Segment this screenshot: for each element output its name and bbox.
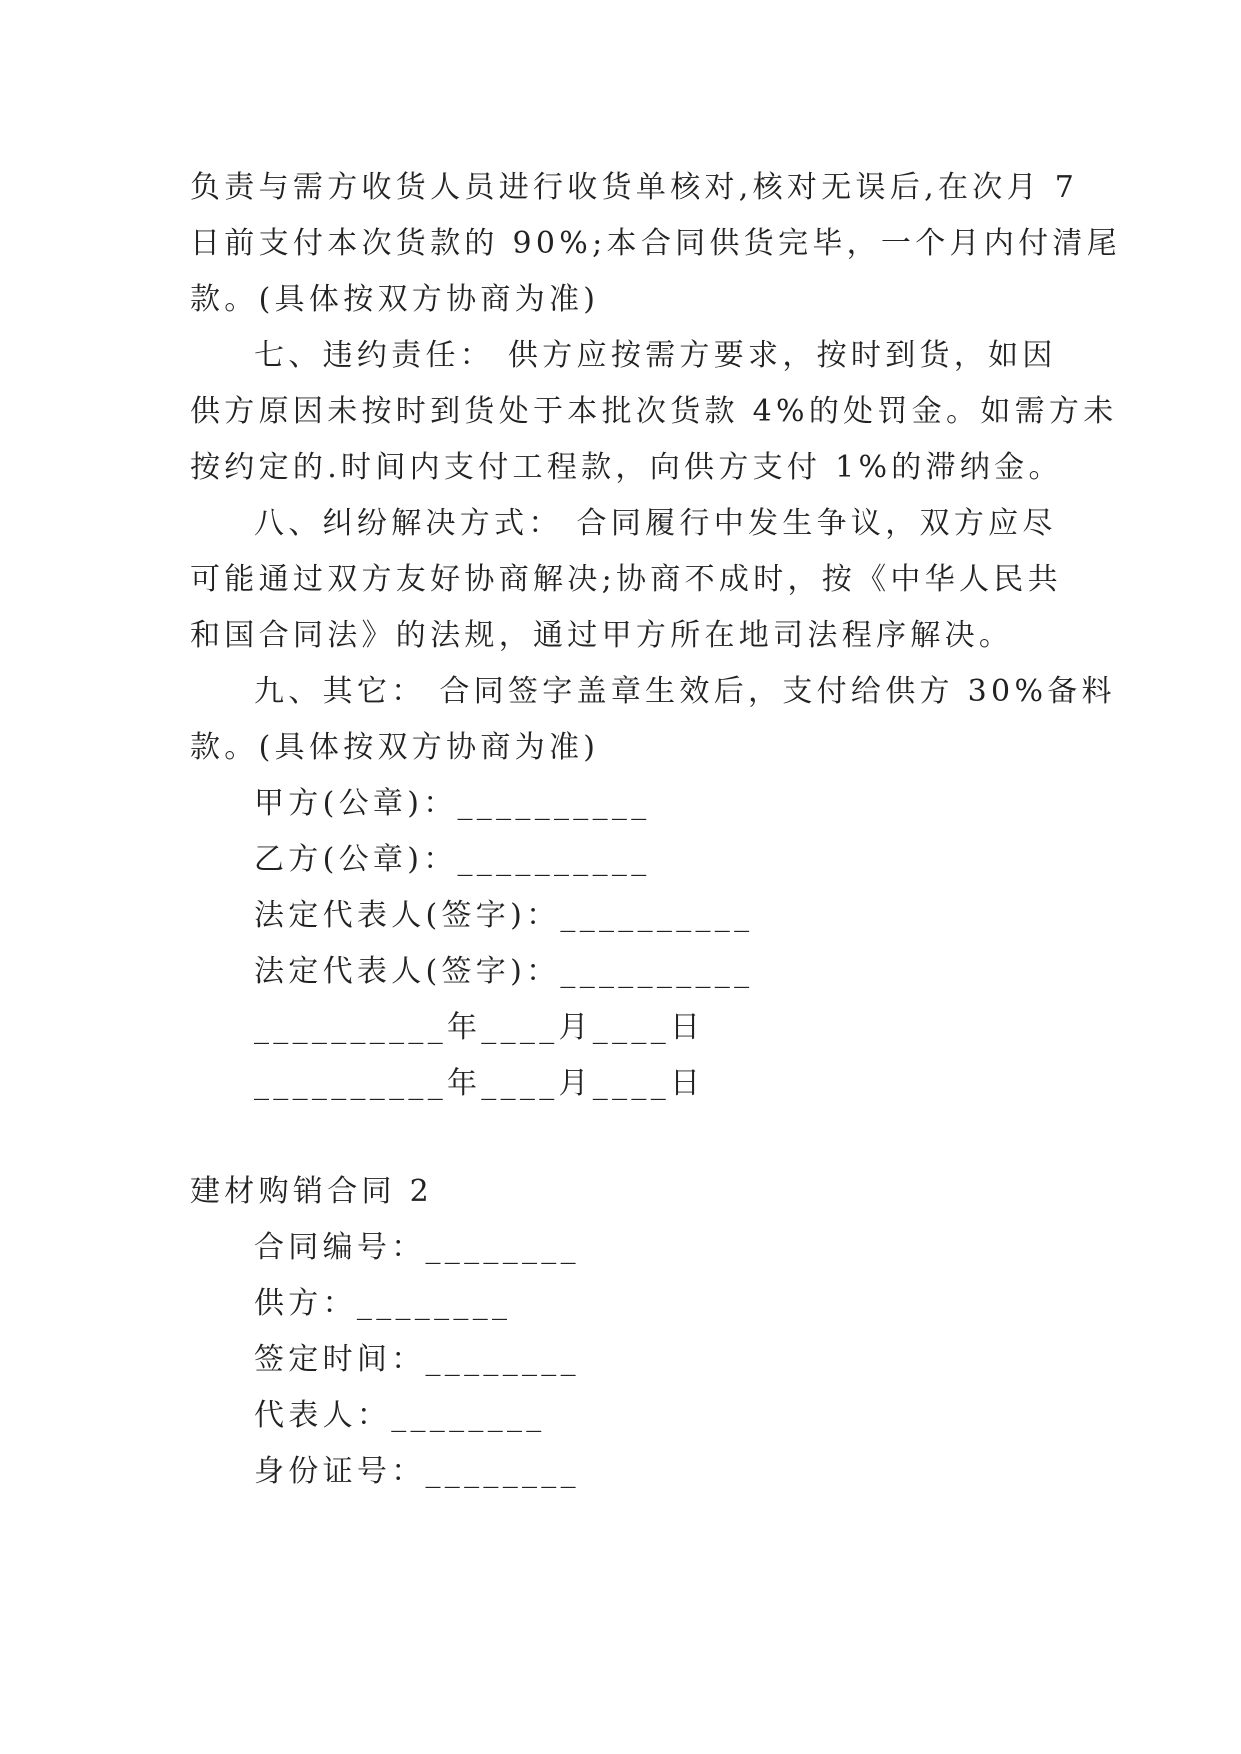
paragraph-line: 可能通过双方友好协商解决;协商不成时，按《中华人民共 (190, 562, 1062, 597)
paragraph-line: 九、其它： 合同签字盖章生效后，支付给供方 30%备料 (254, 674, 1116, 709)
party-b-seal-field: 乙方(公章)：__________ (254, 842, 651, 877)
signing-time-field: 签定时间：________ (254, 1342, 580, 1377)
legal-rep-signature-field: 法定代表人(签字)：__________ (254, 898, 754, 933)
paragraph-line: 七、违约责任： 供方应按需方要求，按时到货，如因 (254, 338, 1057, 373)
other-terms-paragraph (190, 664, 1116, 776)
date-field: __________年____月____日 (254, 1010, 705, 1045)
paragraph-line: 款。(具体按双方协商为准) (190, 730, 600, 765)
contract-number-field: 合同编号：________ (254, 1230, 580, 1265)
paragraph-line: 按约定的.时间内支付工程款，向供方支付 1%的滞纳金。 (190, 450, 1063, 485)
section-title: 建材购销合同 2 (190, 1174, 434, 1209)
paragraph-line: 八、纠纷解决方式： 合同履行中发生争议，双方应尽 (254, 506, 1057, 541)
paragraph-line: 负责与需方收货人员进行收货单核对,核对无误后,在次月 7 (190, 170, 1079, 205)
dispute-resolution-paragraph (190, 496, 1062, 664)
paragraph-line: 供方原因未按时到货处于本批次货款 4%的处罚金。如需方未 (190, 394, 1118, 429)
contract-info-block (190, 1220, 1050, 1500)
payment-paragraph (190, 160, 1122, 328)
supplier-field: 供方：________ (254, 1286, 512, 1321)
paragraph-line: 和国合同法》的法规，通过甲方所在地司法程序解决。 (190, 618, 1014, 653)
id-number-field: 身份证号：________ (254, 1454, 580, 1489)
date-field: __________年____月____日 (254, 1066, 705, 1101)
breach-liability-paragraph (190, 328, 1118, 496)
party-a-seal-field: 甲方(公章)：__________ (254, 786, 651, 821)
paragraph-line: 款。(具体按双方协商为准) (190, 282, 600, 317)
representative-field: 代表人：________ (254, 1398, 546, 1433)
document-content (190, 160, 1122, 1500)
signature-block (190, 776, 1050, 1112)
legal-rep-signature-field: 法定代表人(签字)：__________ (254, 954, 754, 989)
paragraph-line: 日前支付本次货款的 90%;本合同供货完毕，一个月内付清尾 (190, 226, 1122, 261)
